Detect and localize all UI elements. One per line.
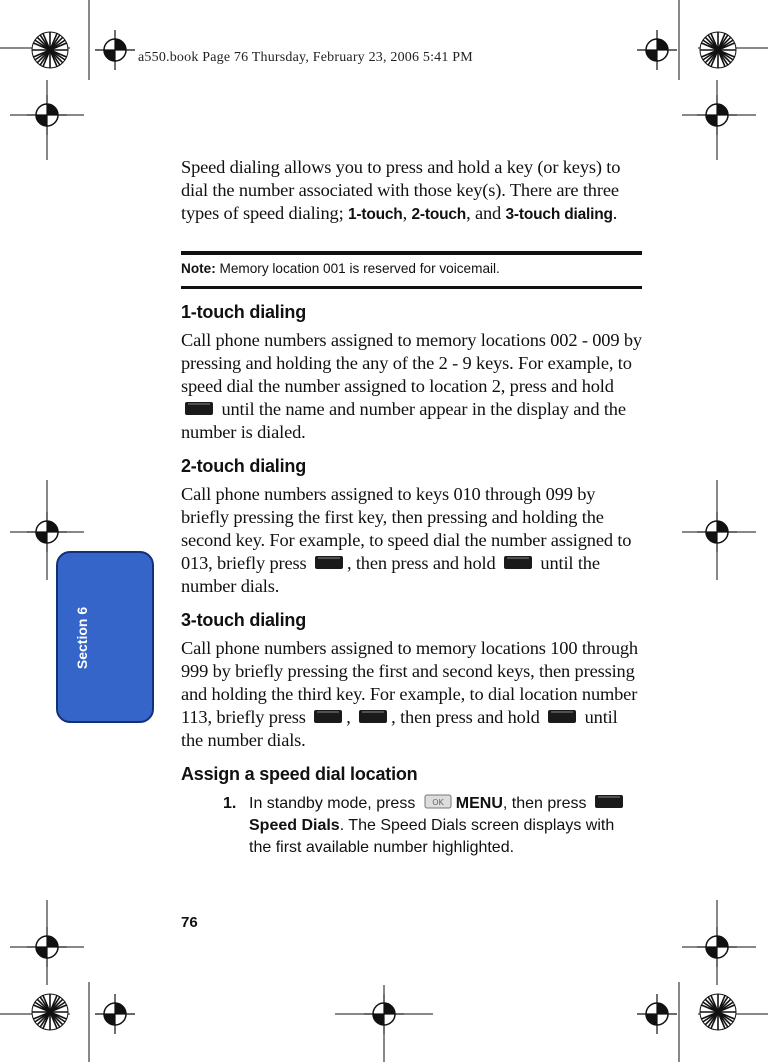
- registration-mark-icon: [697, 512, 737, 552]
- paragraph-3-touch: [181, 637, 642, 753]
- page-number: 76: [181, 914, 198, 931]
- text: until the number dials.: [181, 707, 618, 751]
- registration-mark-icon: [637, 30, 677, 70]
- key-4-icon: [594, 793, 624, 810]
- registration-mark-icon: [27, 95, 67, 135]
- registration-mark-icon: [27, 512, 67, 552]
- text: , then press: [502, 794, 591, 812]
- heading-3-touch: 3-touch dialing: [181, 609, 306, 630]
- speed-dials-label: Speed Dials: [249, 816, 340, 834]
- note-box: [181, 251, 642, 289]
- intro-text: ,: [402, 203, 412, 224]
- key-1-icon: [313, 708, 343, 725]
- key-1-icon: [358, 708, 388, 725]
- text: In standby mode, press: [249, 794, 420, 812]
- intro-text: Speed dialing allows you to press and hold a key (or keys) to dial the number associated with those key(s). There are three types of speed dialing;: [181, 157, 621, 224]
- svg-text:OK: OK: [431, 797, 444, 807]
- text: until the name and number appear in the display and the number is dialed.: [181, 399, 626, 443]
- color-target-icon: [30, 30, 70, 70]
- text: . The Speed Dials screen displays with the first available number highlighted.: [249, 816, 615, 856]
- note-text: Memory location 001 is reserved for voicemail.: [215, 260, 500, 276]
- term-1-touch: 1-touch: [348, 206, 403, 224]
- section-tab-label: Section 6: [74, 606, 90, 670]
- heading-assign-speed-dial: Assign a speed dial location: [181, 763, 418, 784]
- color-target-icon: [698, 992, 738, 1032]
- main-content: [181, 156, 642, 859]
- intro-text: , and: [466, 203, 506, 224]
- term-3-touch: 3-touch dialing: [505, 206, 613, 224]
- key-3-icon: [547, 708, 577, 725]
- key-2-icon: [184, 400, 214, 417]
- heading-1-touch: 1-touch dialing: [181, 301, 306, 322]
- note-label: Note:: [181, 260, 216, 276]
- text: ,: [346, 707, 356, 728]
- ok-key-icon: [423, 793, 453, 810]
- key-3-icon: [503, 554, 533, 571]
- intro-paragraph: [181, 156, 642, 227]
- heading-2-touch: 2-touch dialing: [181, 455, 306, 476]
- registration-mark-icon: [697, 95, 737, 135]
- color-target-icon: [698, 30, 738, 70]
- step-text: [249, 793, 639, 859]
- registration-mark-icon: [364, 994, 404, 1034]
- paragraph-2-touch: [181, 483, 642, 599]
- intro-text: .: [612, 203, 618, 224]
- section-tab: [56, 551, 154, 723]
- registration-mark-icon: [27, 927, 67, 967]
- registration-mark-icon: [95, 30, 135, 70]
- color-target-icon: [30, 992, 70, 1032]
- registration-mark-icon: [95, 994, 135, 1034]
- registration-mark-icon: [697, 927, 737, 967]
- text: , then press and hold: [346, 553, 500, 574]
- key-1-icon: [314, 554, 344, 571]
- print-header: a550.book Page 76 Thursday, February 23, 2006 5:41 PM: [138, 50, 473, 65]
- step-number: 1.: [223, 794, 237, 812]
- menu-label: MENU: [455, 794, 503, 812]
- term-2-touch: 2-touch: [411, 206, 467, 224]
- text: Call phone numbers assigned to memory locations 100 through 999 by briefly pressing the first and second keys, then pressing and holding the third key. For example, to dial location number 113, briefly press: [181, 637, 638, 728]
- text: , then press and hold: [391, 707, 545, 728]
- registration-mark-icon: [637, 994, 677, 1034]
- text: Call phone numbers assigned to memory locations 002 - 009 by pressing and holding the any of the 2 - 9 keys. For example, to speed dial the number assigned to location 2, press and hold: [181, 329, 642, 397]
- step-1: [223, 793, 642, 859]
- paragraph-1-touch: [181, 329, 642, 445]
- text: until the number dials.: [181, 553, 600, 597]
- section-tab-label-wrap: [72, 598, 92, 678]
- text: Call phone numbers assigned to keys 010 through 099 by briefly pressing the first key, then pressing and holding the second key. For example, to speed dial the number assigned to 013, briefly press: [181, 483, 632, 574]
